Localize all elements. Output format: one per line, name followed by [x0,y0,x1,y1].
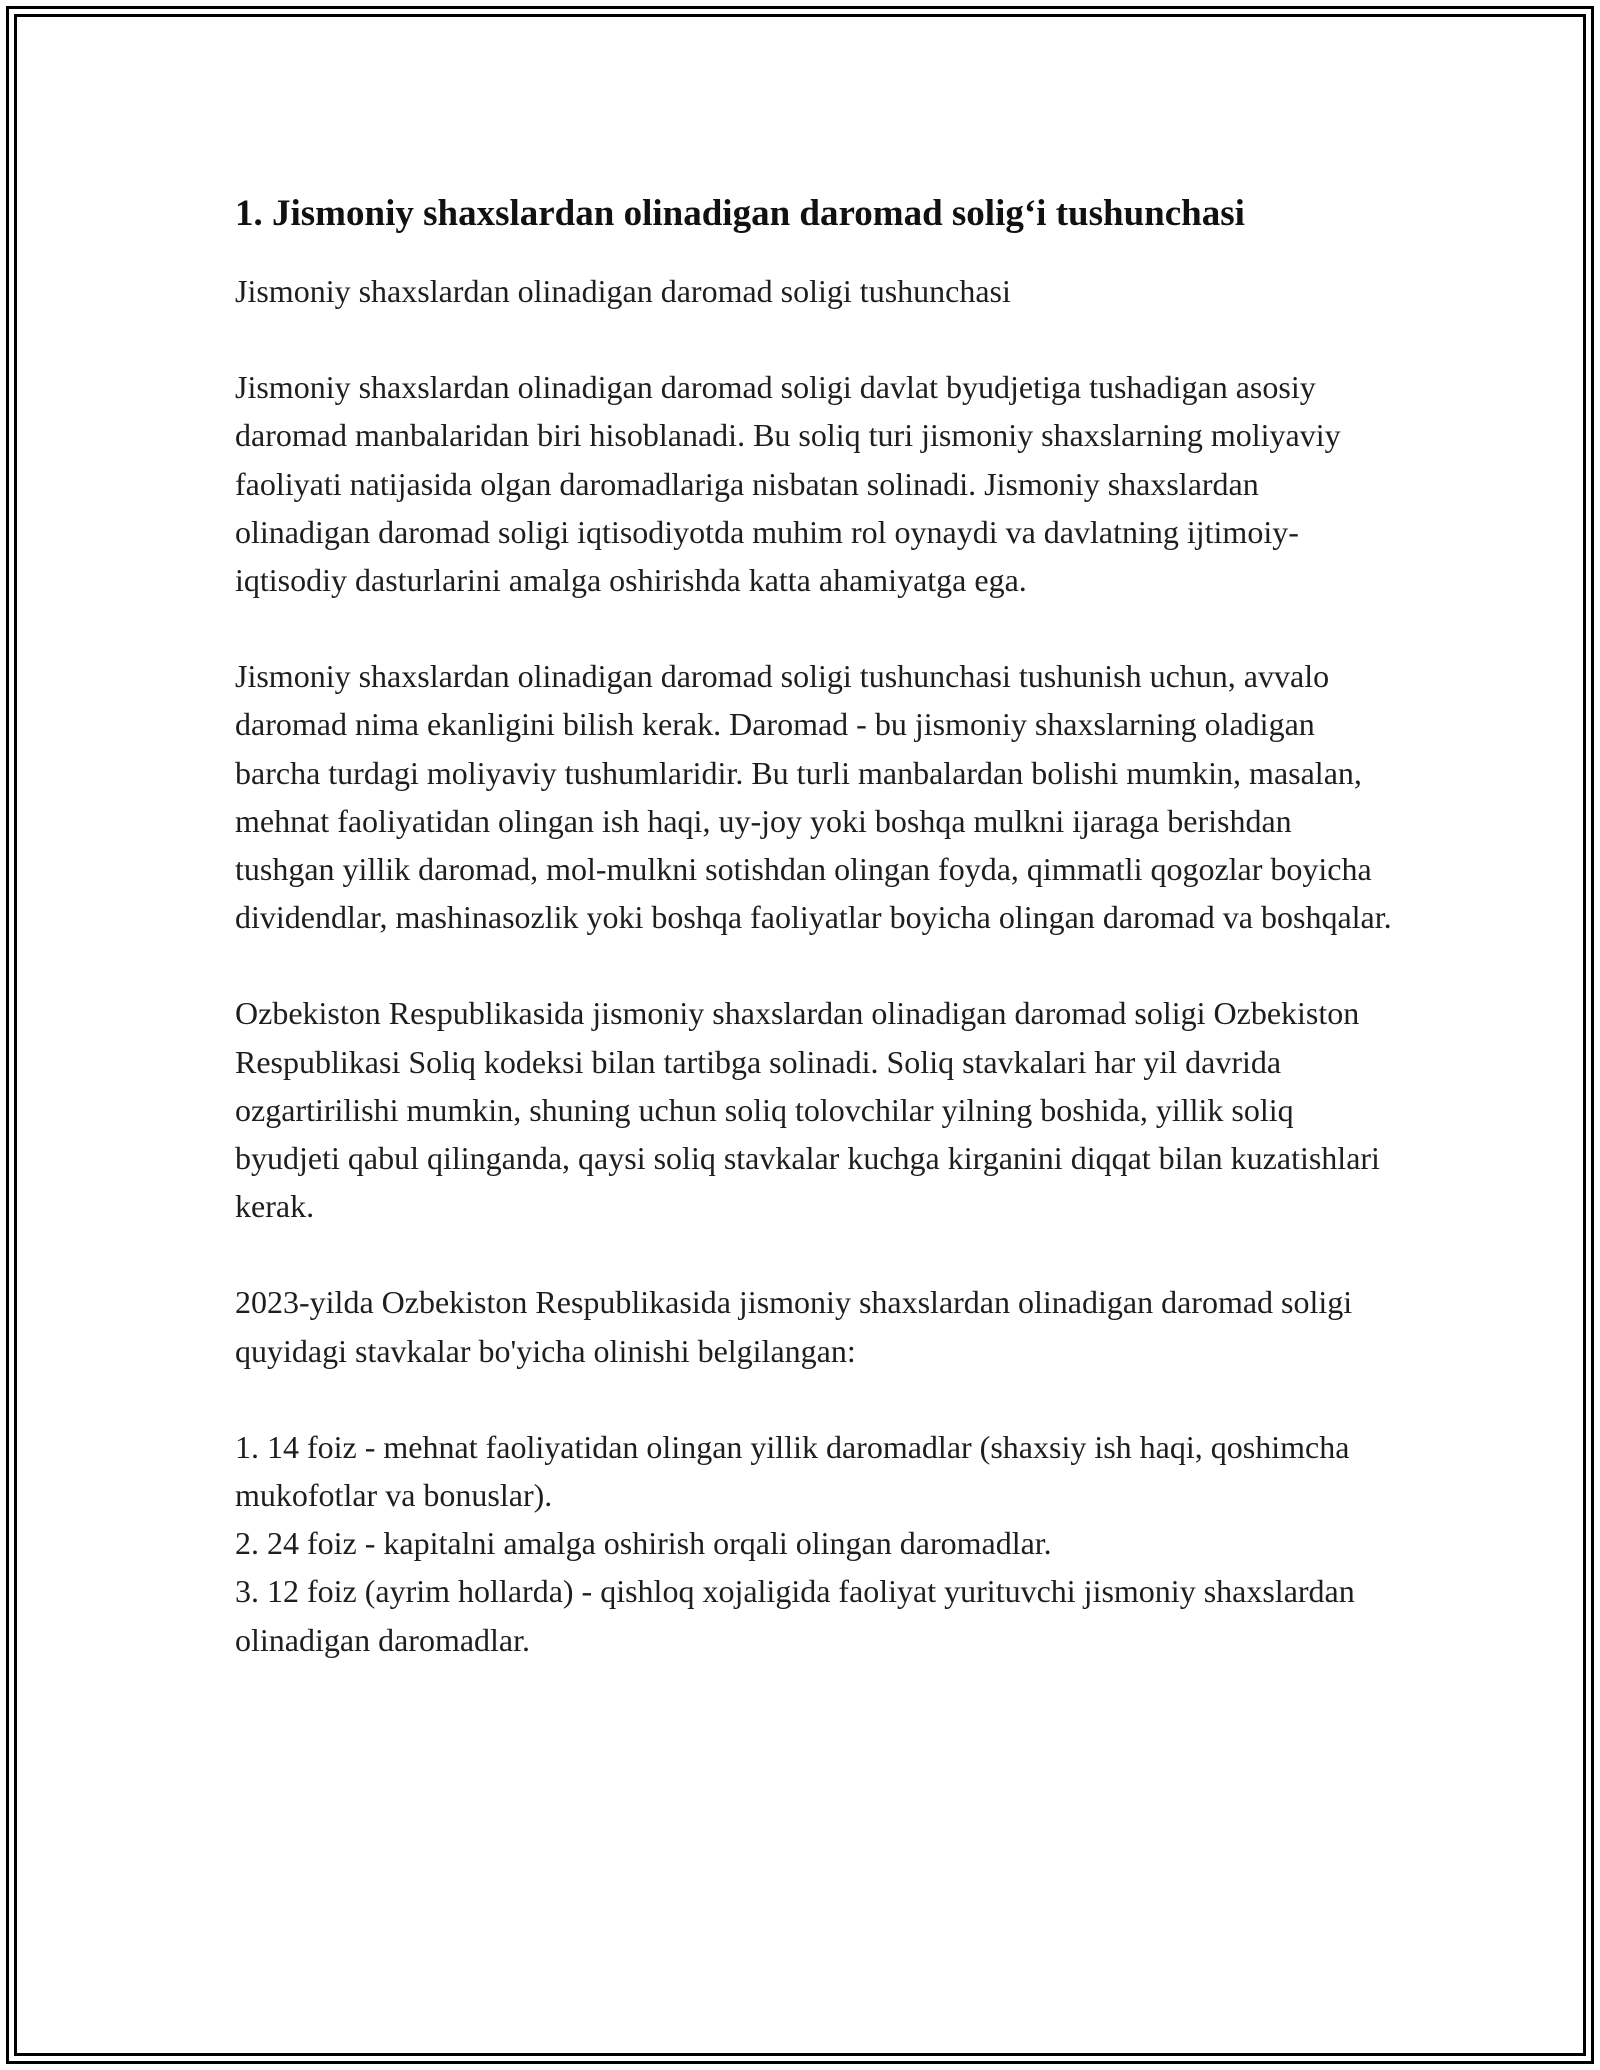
list-item: 1. 14 foiz - mehnat faoliyatidan olingan yillik daromadlar (shaxsiy ish haqi, qoshimcha mukofotlar va bonuslar). [235,1428,1358,1514]
list-item: 2. 24 foiz - kapitalni amalga oshirish orqali olingan daromadlar. [235,1525,1052,1562]
subtitle-paragraph: Jismoniy shaxslardan olinadigan daromad soligi tushunchasi [235,273,1011,309]
tax-code-paragraph: Ozbekiston Respublikasida jismoniy shaxslardan olinadigan daromad soligi Ozbekiston Respublikasi Soliq kodeksi bilan tartibga solinadi. Soliq stavkalari har yil davrida ozgartirilishi mumkin, shuning uchun soliq tolovchilar yilning boshida, yillik soliq byudjeti qabul qilinganda, qaysi soliq stavkalar kuchga kirganini diqqat bilan kuzatishlari kerak. [235,995,1388,1225]
intro-paragraph: Jismoniy shaxslardan olinadigan daromad soligi davlat byudjetiga tushadigan asosiy daromad manbalaridan biri hisoblanadi. Bu soliq turi jismoniy shaxslarning moliyaviy faoliyati natijasida olgan daromadlariga nisbatan solinadi. Jismoniy shaxslardan olinadigan daromad soligi iqtisodiyotda muhim rol oynaydi va davlatning ijtimoiy-iqtisodiy dasturlarini amalga oshirishda katta ahamiyatga ega. [235,369,1349,599]
tax-rates-list [235,1423,1395,1664]
rates-intro-paragraph: 2023-yilda Ozbekiston Respublikasida jismoniy shaxslardan olinadigan daromad soligi quyidagi stavkalar bo'yicha olinishi belgilangan: [235,1284,1361,1369]
income-definition-paragraph: Jismoniy shaxslardan olinadigan daromad soligi tushunchasi tushunish uchun, avvalo daromad nima ekanligini bilish kerak. Daromad - bu jismoniy shaxslarning oladigan barcha turdagi moliyaviy tushumlaridir. Bu turli manbalardan bolishi mumkin, masalan, mehnat faoliyatidan olingan ish haqi, uy-joy yoki boshqa mulkni ijaraga berishdan tushgan yillik daromad, mol-mulkni sotishdan olingan foyda, qimmatli qogozlar boyicha dividendlar, mashinasozlik yoki boshqa faoliyatlar boyicha olingan daromad va boshqalar. [235,658,1392,936]
list-item: 3. 12 foiz (ayrim hollarda) - qishloq xojaligida faoliyat yurituvchi jismoniy shaxslardan olinadigan daromadlar. [235,1573,1363,1658]
section-heading: 1. Jismoniy shaxslardan olinadigan daromad solig‘i tushunchasi [235,193,1245,234]
document-body [235,186,1395,1664]
